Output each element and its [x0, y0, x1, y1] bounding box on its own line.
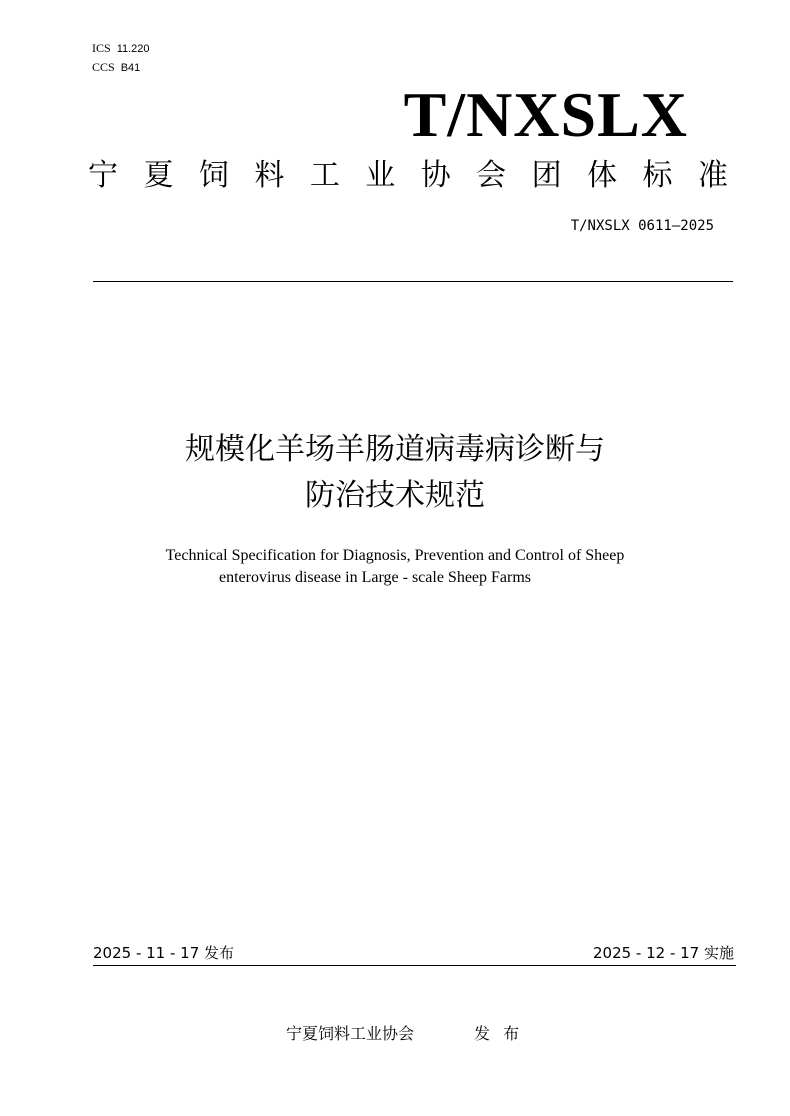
- org-title-char: 准: [697, 158, 728, 193]
- org-title-char: 团: [531, 158, 562, 193]
- title-en-line-2: enterovirus disease in Large - scale Sheep Farms: [218, 569, 532, 586]
- ics-code: [92, 41, 150, 56]
- org-title-char: 业: [365, 158, 396, 193]
- org-title-char: 工: [309, 158, 340, 193]
- ccs-value: B41: [120, 62, 141, 74]
- publisher-name: 宁夏饲料工业协会: [286, 1024, 415, 1043]
- org-title-char: 料: [254, 158, 285, 193]
- title-cn-line-1: 规模化羊场羊肠道病毒病诊断与: [185, 432, 605, 467]
- ccs-label: CCS: [92, 60, 115, 74]
- org-title-char: 协: [420, 158, 451, 193]
- ccs-code: [92, 60, 140, 75]
- org-title-char: 会: [476, 158, 507, 193]
- title-cn-line-2: 防治技术规范: [305, 478, 485, 513]
- organization-title: [88, 150, 728, 194]
- document-title-en: [0, 545, 790, 589]
- ics-value: 11.220: [116, 43, 150, 55]
- publisher-action: 发 布: [474, 1024, 520, 1043]
- issue-date: 2025 - 11 - 17 发布: [93, 944, 235, 962]
- footer-divider: [93, 965, 736, 966]
- title-en-line-1: Technical Specification for Diagnosis, Prevention and Control of Sheep: [165, 547, 625, 564]
- standard-number: T/NXSLX 0611—2025: [570, 218, 714, 234]
- ics-label: ICS: [92, 41, 111, 55]
- org-title-char: 标: [642, 158, 673, 193]
- org-title-char: 宁: [88, 158, 118, 193]
- standard-logo: T/NXSLX: [403, 79, 688, 150]
- implementation-date: 2025 - 12 - 17 实施: [592, 944, 734, 962]
- org-title-char: 体: [587, 158, 618, 193]
- org-title-char: 夏: [143, 158, 174, 193]
- org-title-char: 饲: [198, 158, 229, 193]
- header-divider: [93, 281, 733, 282]
- document-title-cn: [0, 427, 790, 519]
